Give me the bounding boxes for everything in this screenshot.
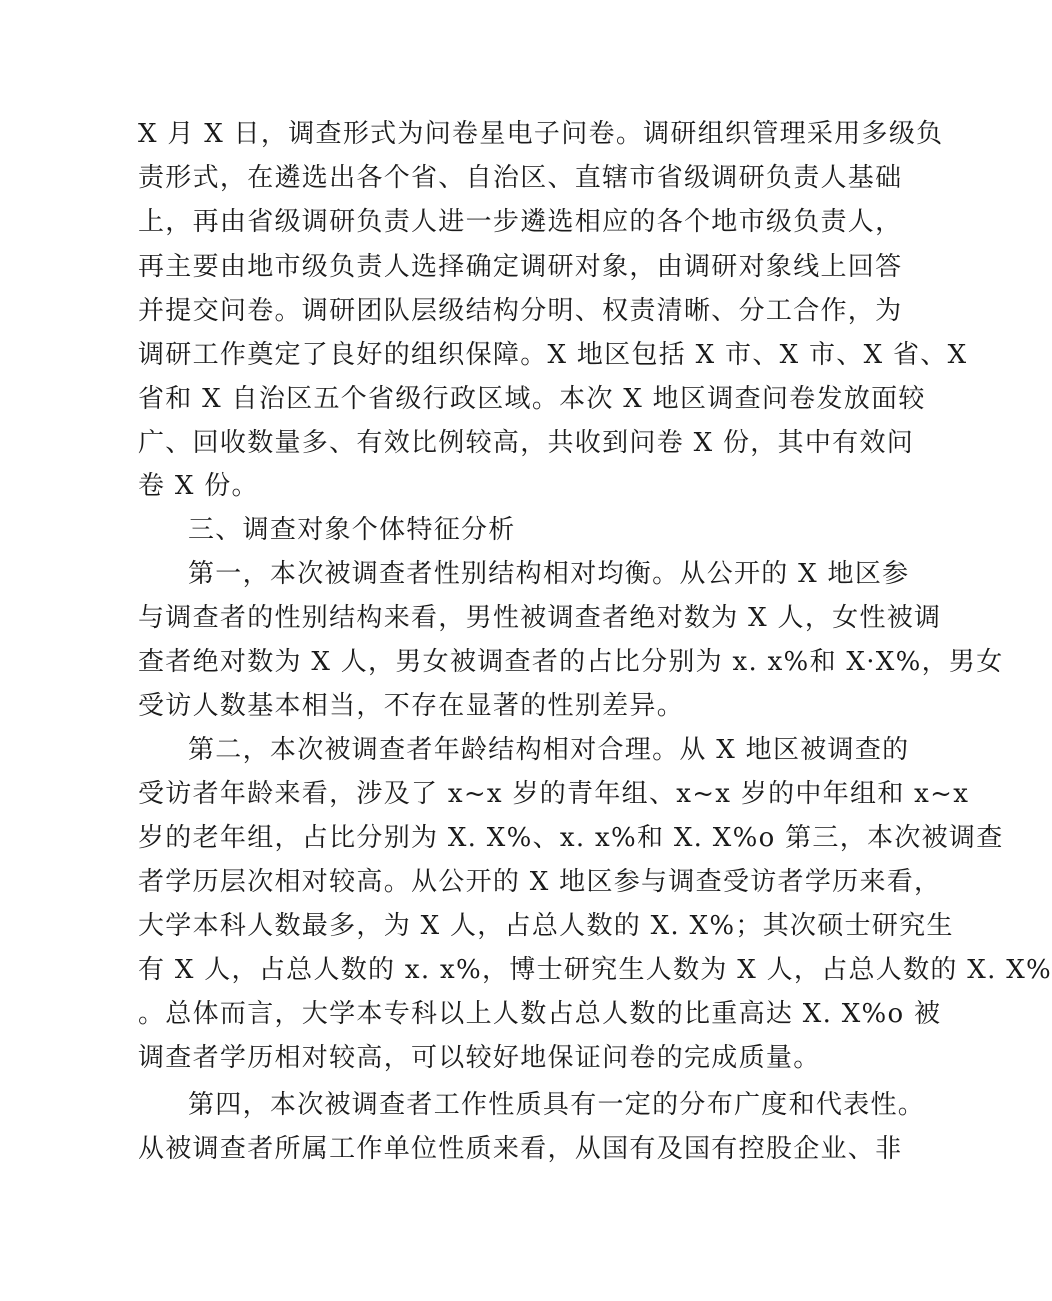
text-line: 卷 X 份。	[138, 471, 259, 501]
text-line: 第二，本次被调查者年龄结构相对合理。从 X 地区被调查的	[188, 735, 910, 765]
text-line: 广、回收数量多、有效比例较高，共收到问卷 X 份，其中有效问	[138, 428, 915, 458]
text-line: 岁的老年组，占比分别为 X. X%、x. x%和 X. X%o 第三，本次被调查	[138, 823, 1004, 853]
text-line: 与调查者的性别结构来看，男性被调查者绝对数为 X 人，女性被调	[138, 603, 942, 633]
text-line: 受访人数基本相当，不存在显著的性别差异。	[138, 691, 685, 721]
text-line: 调查者学历相对较高，可以较好地保证问卷的完成质量。	[138, 1043, 821, 1073]
text-line: 并提交问卷。调研团队层级结构分明、权责清晰、分工合作，为	[138, 296, 903, 326]
text-line: 有 X 人，占总人数的 x. x%，博士研究生人数为 X 人，占总人数的 X. X%	[138, 955, 1052, 985]
text-line: 。总体而言，大学本专科以上人数占总人数的比重高达 X. X%o 被	[138, 999, 942, 1029]
text-line: 第一，本次被调查者性别结构相对均衡。从公开的 X 地区参	[188, 559, 910, 589]
text-line: 者学历层次相对较高。从公开的 X 地区参与调查受访者学历来看，	[138, 867, 942, 897]
text-line: 省和 X 自治区五个省级行政区域。本次 X 地区调查问卷发放面较	[138, 384, 926, 414]
text-line: 从被调查者所属工作单位性质来看，从国有及国有控股企业、非	[138, 1134, 903, 1164]
text-line: X 月 X 日，调查形式为问卷星电子问卷。调研组织管理采用多级负	[138, 119, 944, 149]
text-line: 查者绝对数为 X 人，男女被调查者的占比分别为 x. x%和 X·X%，男女	[138, 647, 1004, 677]
text-line: 上，再由省级调研负责人进一步遴选相应的各个地市级负责人，	[138, 207, 903, 237]
text-line: 调研工作奠定了良好的组织保障。X 地区包括 X 市、X 市、X 省、X	[138, 340, 968, 370]
text-line: 大学本科人数最多，为 X 人，占总人数的 X. X%；其次硕士研究生	[138, 911, 954, 941]
text-line: 责形式，在遴选出各个省、自治区、直辖市省级调研负责人基础	[138, 163, 903, 193]
text-line: 受访者年龄来看，涉及了 x~x 岁的青年组、x~x 岁的中年组和 x~x	[138, 779, 970, 809]
section-heading: 三、调查对象个体特征分析	[188, 515, 516, 545]
text-line: 第四，本次被调查者工作性质具有一定的分布广度和代表性。	[188, 1090, 926, 1120]
text-line: 再主要由地市级负责人选择确定调研对象，由调研对象线上回答	[138, 252, 903, 282]
